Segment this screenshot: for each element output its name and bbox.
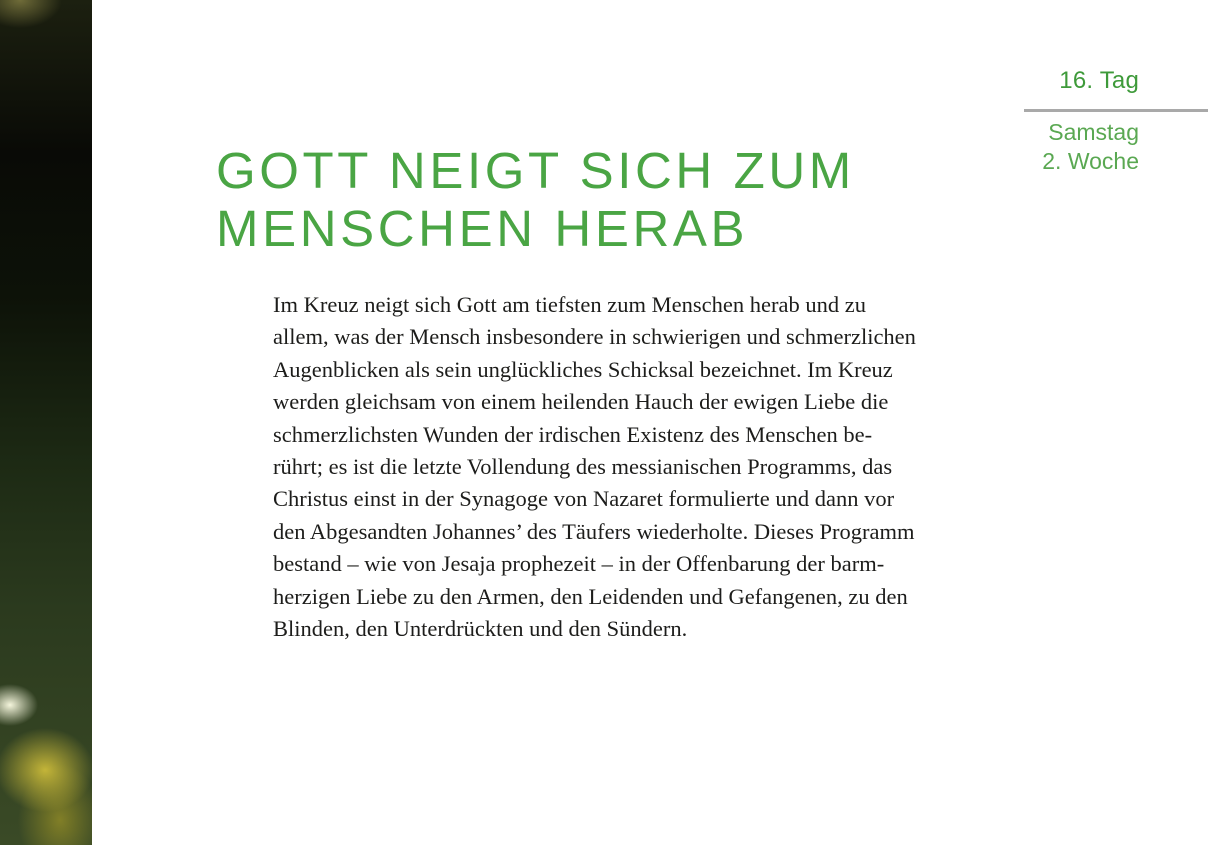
body-line: werden gleichsam von einem heilenden Hauch der ewigen Liebe die [273,389,889,415]
body-line: Augenblicken als sein unglückliches Schicksal bezeichnet. Im Kreuz [273,356,893,382]
day-info [1042,118,1139,176]
body-paragraph [273,289,993,645]
body-line: Blinden, den Unterdrückten und den Sündern. [273,616,688,642]
page-title [216,142,855,258]
body-line: schmerzlichsten Wunden der irdischen Existenz des Menschen be- [273,421,873,447]
body-line: bestand – wie von Jesaja prophezeit – in der Offenbarung der barm- [273,551,885,577]
body-line: den Abgesandten Johannes’ des Täufers wiederholte. Dieses Programm [273,518,915,544]
week-label: 2. Woche [1042,148,1139,174]
body-line: Christus einst in der Synagoge von Nazaret formulierte und dann vor [273,486,895,512]
body-line: rührt; es ist die letzte Vollendung des messianischen Programms, das [273,454,893,480]
title-line-1: GOTT NEIGT SICH ZUM [216,142,855,199]
day-number: 16. Tag [1059,67,1139,94]
day-divider-rule [1024,109,1208,112]
body-line: herzigen Liebe zu den Armen, den Leidenden und Gefangenen, zu den [273,583,908,609]
title-line-2: MENSCHEN HERAB [216,200,749,257]
side-photo-strip [0,0,92,845]
body-line: Im Kreuz neigt sich Gott am tiefsten zum Menschen herab und zu [273,292,866,317]
weekday-label: Samstag [1048,119,1139,145]
body-line: allem, was der Mensch insbesondere in schwierigen und schmerzlichen [273,324,916,350]
